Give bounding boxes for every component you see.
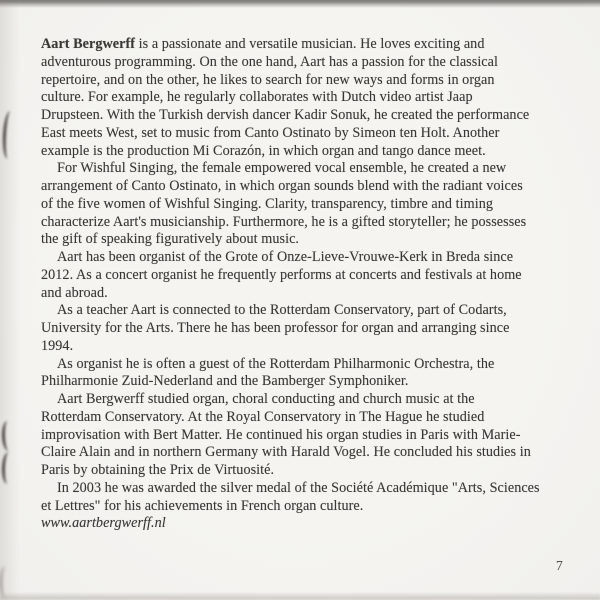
text-line: Paris by obtaining the Prix de Virtuosité.	[41, 462, 275, 478]
page-curve-shadow	[0, 0, 20, 600]
paragraph	[41, 480, 587, 516]
text-line: arrangement of Canto Ostinato, in which organ sounds blend with the radiant voices	[41, 178, 523, 194]
text-line: In 2003 he was awarded the silver medal of the Société Académique "Arts, Sciences	[57, 479, 540, 496]
paragraph	[41, 249, 587, 302]
author-name: Aart Bergwerff	[41, 36, 136, 52]
text-line: Aart Bergwerff is a passionate and versatile musician. He loves exciting and	[41, 36, 485, 52]
text-line: example is the production Mi Corazón, in which organ and tango dance meet.	[41, 142, 486, 159]
text-line: improvisation with Bert Matter. He continued his organ studies in Paris with Marie-	[41, 426, 521, 443]
biography-text	[41, 36, 587, 533]
text-line: Aart has been organist of the Grote of Onze-Lieve-Vrouwe-Kerk in Breda since	[57, 249, 514, 265]
text-line: Aart Bergwerff studied organ, choral conducting and church music at the	[57, 391, 475, 407]
text-line: of the five women of Wishful Singing. Clarity, transparency, timbre and timing	[41, 195, 493, 212]
text-line: et Lettres" for his achievements in French organ culture.	[41, 497, 364, 514]
text-line: Philharmonie Zuid-Nederland and the Bamberger Symphoniker.	[41, 373, 409, 390]
text-line: characterize Aart's musicianship. Furthermore, he is a gifted storyteller; he possesses	[41, 213, 527, 230]
text-line: and abroad.	[41, 284, 108, 301]
paragraphs	[41, 36, 587, 515]
text-line: repertoire, and on the other, he likes to search for new ways and forms in organ	[41, 71, 495, 88]
text-line: As organist he is often a guest of the Rotterdam Philharmonic Orchestra, the	[57, 355, 495, 372]
text-line: Rotterdam Conservatory. At the Royal Conservatory in The Hague he studied	[41, 408, 485, 425]
paragraph	[41, 302, 587, 355]
binding-shadow-mark	[1, 452, 12, 484]
text-line: Claire Alain and in northern Germany with Harald Vogel. He concluded his studies in	[41, 444, 531, 461]
text-line: 1994.	[41, 337, 74, 354]
text-line: the gift of speaking figuratively about music.	[41, 231, 300, 248]
text-line: culture. For example, he regularly collaborates with Dutch video artist Jaap	[41, 89, 473, 106]
page-number: 7	[556, 558, 563, 573]
text-line: adventurous programming. On the one hand, Aart has a passion for the classical	[41, 53, 498, 70]
text-line: Drupsteen. With the Turkish dervish dancer Kadir Sonuk, he created the performance	[41, 107, 530, 123]
binding-shadow-mark	[1, 421, 12, 451]
text-line: As a teacher Aart is connected to the Rotterdam Conservatory, part of Codarts,	[57, 302, 507, 319]
text-line: East meets West, set to music from Canto Ostinato by Simeon ten Holt. Another	[41, 124, 500, 141]
text-line: University for the Arts. There he has been professor for organ and arranging since	[41, 320, 510, 336]
paragraph	[41, 391, 587, 480]
website-url: www.aartbergwerff.nl	[41, 515, 166, 532]
paragraph	[41, 356, 587, 392]
photo-bottom-edge	[0, 592, 600, 600]
photo-top-edge	[0, 0, 600, 8]
text-line: 2012. As a concert organist he frequently performs at concerts and festivals at home	[41, 266, 522, 283]
paragraph	[41, 36, 587, 160]
paragraph	[41, 160, 587, 249]
text-line: For Wishful Singing, the female empowered vocal ensemble, he created a new	[57, 160, 507, 177]
